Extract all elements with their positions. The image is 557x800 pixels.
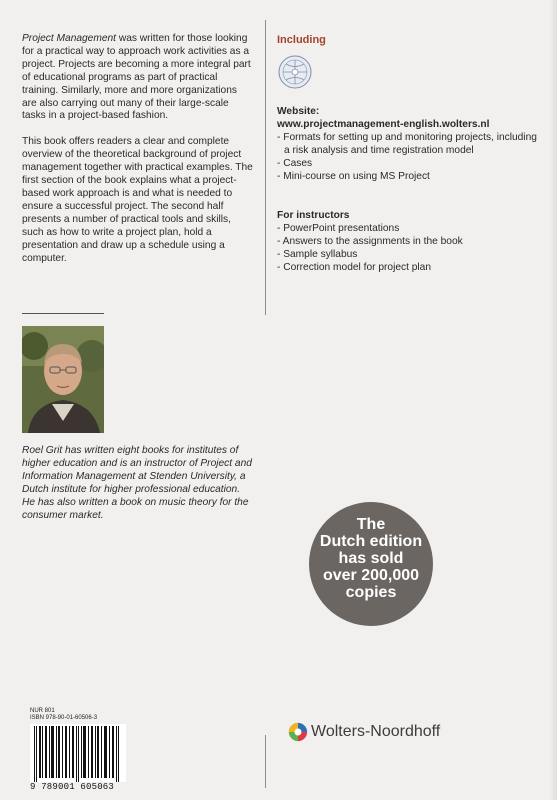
list-item: - Sample syllabus <box>277 249 358 260</box>
publisher-logo <box>288 722 440 742</box>
badge-line: has sold <box>338 550 404 567</box>
intro-text: was written for those looking for a practical way to approach work activities as a project. Projects are becoming a more integral part of educational programs as part of practical training. Similarly, more and more organizations are also carrying out many of their large-scale tasks in a project-based fashion. <box>22 33 251 122</box>
badge-line: copies <box>345 584 397 601</box>
intro-paragraph <box>22 33 254 123</box>
author-divider <box>22 313 104 314</box>
list-item: - Cases <box>277 158 313 169</box>
list-item: - Mini-course on using MS Project <box>277 171 430 182</box>
website-label: Website: <box>277 106 320 117</box>
book-title-inline: Project Management <box>22 33 117 44</box>
page-edge-shadow <box>549 0 557 800</box>
list-item: - Answers to the assignments in the book <box>277 236 463 247</box>
vertical-divider-top <box>265 20 266 315</box>
instructors-heading: For instructors <box>277 210 350 221</box>
publisher-name: Wolters-Noordhoff <box>311 723 441 740</box>
list-item: - PowerPoint presentations <box>277 223 400 234</box>
badge-line: over 200,000 <box>322 567 420 584</box>
wolters-noordhoff-logo-icon <box>288 722 308 742</box>
author-bio: Roel Grit has written eight books for institutes of higher education and is an instructor of Project and Information Management at Stenden University, a Dutch institute for higher professional education. He has also written a book on music theory for the consumer market. <box>22 445 252 521</box>
sales-badge <box>309 502 433 626</box>
isbn-block <box>30 708 130 792</box>
extras-column <box>277 34 539 274</box>
barcode-digits: 9 789001 605063 <box>30 782 115 792</box>
instructors-list <box>277 222 539 274</box>
description-column <box>22 33 254 278</box>
barcode <box>30 724 126 782</box>
isbn-number: ISBN 978-90-01-60506-3 <box>30 715 98 721</box>
overview-paragraph: This book offers readers a clear and complete overview of the theoretical background of project management together with practical examples. The first section of the book explains what a project-based work approach is and what is needed to ensure a successful project. The second half presents a number of practical tools and skills, such as how to write a project plan, hold a presentation and draw up a schedule using a computer. <box>22 136 253 264</box>
vertical-divider-bottom <box>265 735 266 788</box>
including-heading: Including <box>277 34 326 46</box>
badge-line: The <box>356 516 386 533</box>
author-photo <box>22 326 104 433</box>
cd-disc-icon <box>278 55 312 89</box>
nur-code: NUR 801 <box>30 708 55 714</box>
website-list <box>277 131 539 183</box>
list-item: - Formats for setting up and monitoring projects, including a risk analysis and time registration model <box>277 132 537 156</box>
list-item: - Correction model for project plan <box>277 262 432 273</box>
badge-line: Dutch edition <box>319 533 423 550</box>
website-url: www.projectmanagement-english.wolters.nl <box>277 119 490 130</box>
